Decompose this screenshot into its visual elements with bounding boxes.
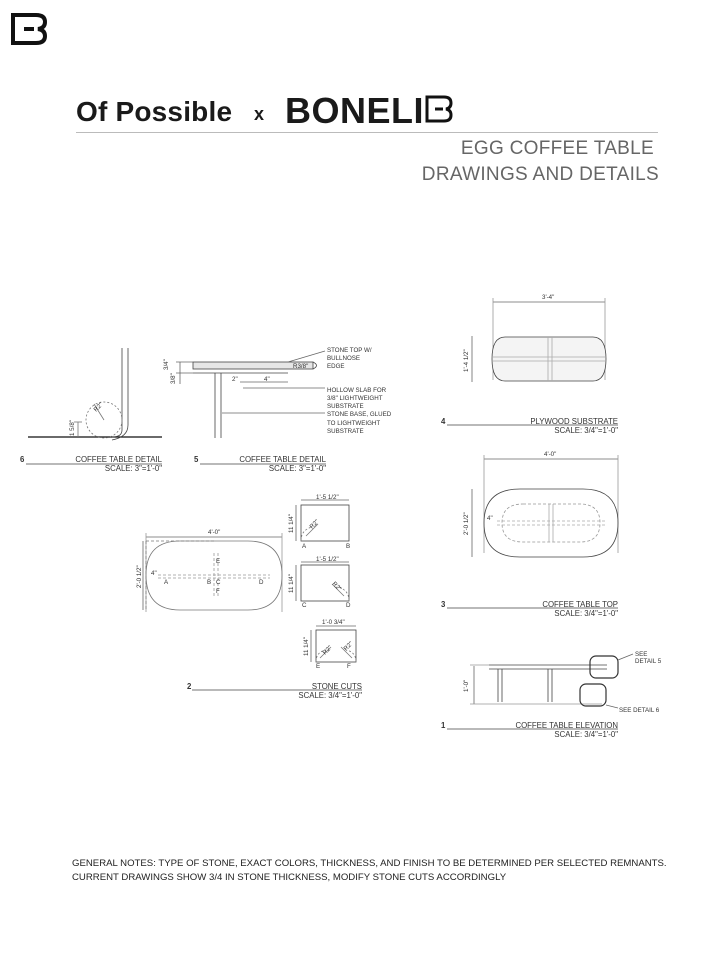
see-detail-5-line1: SEE — [635, 651, 648, 658]
cut-label-e: E — [216, 558, 221, 565]
dim-cut-ef-radius-left: R2" — [321, 644, 334, 657]
detail-2-number: 2 — [187, 682, 192, 691]
dim-cut-ab-width: 1'-5 1/2" — [316, 494, 339, 501]
detail-5-name: COFFEE TABLE DETAIL — [239, 455, 326, 464]
detail-6-number: 6 — [20, 455, 25, 464]
detail-4-drawing — [472, 298, 606, 382]
detail-3-number: 3 — [441, 600, 446, 609]
dim-3-8: 3/8" — [170, 373, 177, 384]
sheet-subtitle: DRAWINGS AND DETAILS — [421, 164, 659, 185]
general-notes-line1: GENERAL NOTES: TYPE OF STONE, EXACT COLORS, THICKNESS, AND FINISH TO BE DETERMINED PER SELECTED REMNANTS. — [72, 858, 667, 869]
dim-2in: 2" — [232, 376, 238, 383]
dim-top-inset: 4" — [487, 515, 493, 522]
cut-label-c: C — [216, 579, 221, 586]
dim-elevation-height: 1'-0" — [463, 679, 470, 692]
dim-plywood-width: 3'-4" — [542, 294, 555, 301]
dim-top-depth: 2'-0 1/2" — [463, 512, 470, 535]
dim-cut-ef-width: 1'-0 3/4" — [322, 619, 345, 626]
cut-label-b: B — [207, 579, 212, 586]
note-hollow-1: HOLLOW SLAB FOR — [327, 387, 387, 394]
cut-ab-label-b: B — [346, 543, 351, 550]
cut-cd-label-c: C — [302, 602, 307, 609]
partner-name: Of Possible — [76, 96, 233, 127]
detail-5-scale: SCALE: 3"=1'-0" — [268, 464, 326, 473]
general-notes-line2: CURRENT DRAWINGS SHOW 3/4 IN STONE THICKNESS, MODIFY STONE CUTS ACCORDINGLY — [72, 872, 507, 883]
dim-r2: R2" — [92, 401, 105, 414]
note-stone-top-2: BULLNOSE — [327, 355, 361, 362]
sheet-title: EGG COFFEE TABLE — [460, 138, 654, 159]
cut-ef-label-f: F — [347, 663, 351, 670]
detail-6-name: COFFEE TABLE DETAIL — [75, 455, 162, 464]
radius-3-8: R3/8" — [293, 363, 309, 370]
detail-2-scale: SCALE: 3/4"=1'-0" — [298, 691, 362, 700]
detail-6-scale: SCALE: 3"=1'-0" — [104, 464, 162, 473]
note-base-1: STONE BASE, GLUED — [327, 411, 392, 418]
detail-1-name: COFFEE TABLE ELEVATION — [515, 721, 618, 730]
note-base-3: SUBSTRATE — [327, 428, 364, 435]
dim-top-width: 4'-0" — [544, 451, 557, 458]
detail-6-drawing — [28, 348, 162, 440]
dim-3-4: 3/4" — [163, 359, 170, 370]
detail-3-name: COFFEE TABLE TOP — [542, 600, 618, 609]
note-base-2: TO LIGHTWEIGHT — [327, 420, 381, 427]
dim-1-5-8: 1 5/8" — [69, 420, 76, 436]
dim-cut-ab-radius: R2" — [308, 518, 321, 531]
detail-5-number: 5 — [194, 455, 199, 464]
dim-cut-cd-height: 11 1/4" — [288, 574, 295, 593]
dim-cut-ab-height: 11 1/4" — [288, 514, 295, 533]
detail-2-drawing — [143, 500, 356, 662]
cut-ab-label-a: A — [302, 543, 307, 550]
cut-label-d: D — [259, 579, 264, 586]
cut-label-a: A — [164, 579, 169, 586]
detail-3-scale: SCALE: 3/4"=1'-0" — [554, 609, 618, 618]
detail-1-number: 1 — [441, 721, 446, 730]
dim-cut-ef-radius-right: R2" — [342, 640, 355, 653]
detail-4-scale: SCALE: 3/4"=1'-0" — [554, 426, 618, 435]
cut-label-f: F — [216, 588, 220, 595]
detail-2-name: STONE CUTS — [311, 682, 362, 691]
detail-1-scale: SCALE: 3/4"=1'-0" — [554, 730, 618, 739]
company-name: BONELI — [285, 90, 425, 131]
dim-cuts-inset: 4" — [151, 570, 157, 577]
dim-cuts-width: 4'-0" — [208, 529, 221, 536]
dim-plywood-depth: 1'-4 1/2" — [463, 349, 470, 372]
see-detail-5-line2: DETAIL 5 — [635, 658, 662, 665]
note-hollow-2: 3/8" LIGHTWEIGHT — [327, 395, 383, 402]
general-notes — [72, 857, 667, 885]
cut-cd-label-d: D — [346, 602, 351, 609]
brand-separator: x — [254, 104, 265, 124]
see-detail-6: SEE DETAIL 6 — [619, 707, 660, 714]
dim-cut-cd-radius: R2" — [330, 580, 343, 593]
cut-ef-label-e: E — [316, 663, 321, 670]
dim-cut-cd-width: 1'-5 1/2" — [316, 556, 339, 563]
note-stone-top-3: EDGE — [327, 363, 345, 370]
dim-4in: 4" — [264, 376, 270, 383]
detail-3-drawing — [472, 455, 618, 557]
dim-cut-ef-height: 11 1/4" — [303, 637, 310, 656]
detail-4-name: PLYWOOD SUBSTRATE — [530, 417, 618, 426]
detail-1-drawing — [470, 654, 633, 708]
detail-4-number: 4 — [441, 417, 446, 426]
note-stone-top-1: STONE TOP W/ — [327, 347, 372, 354]
note-hollow-3: SUBSTRATE — [327, 403, 364, 410]
dim-cuts-depth: 2'-0 1/2" — [136, 565, 143, 588]
